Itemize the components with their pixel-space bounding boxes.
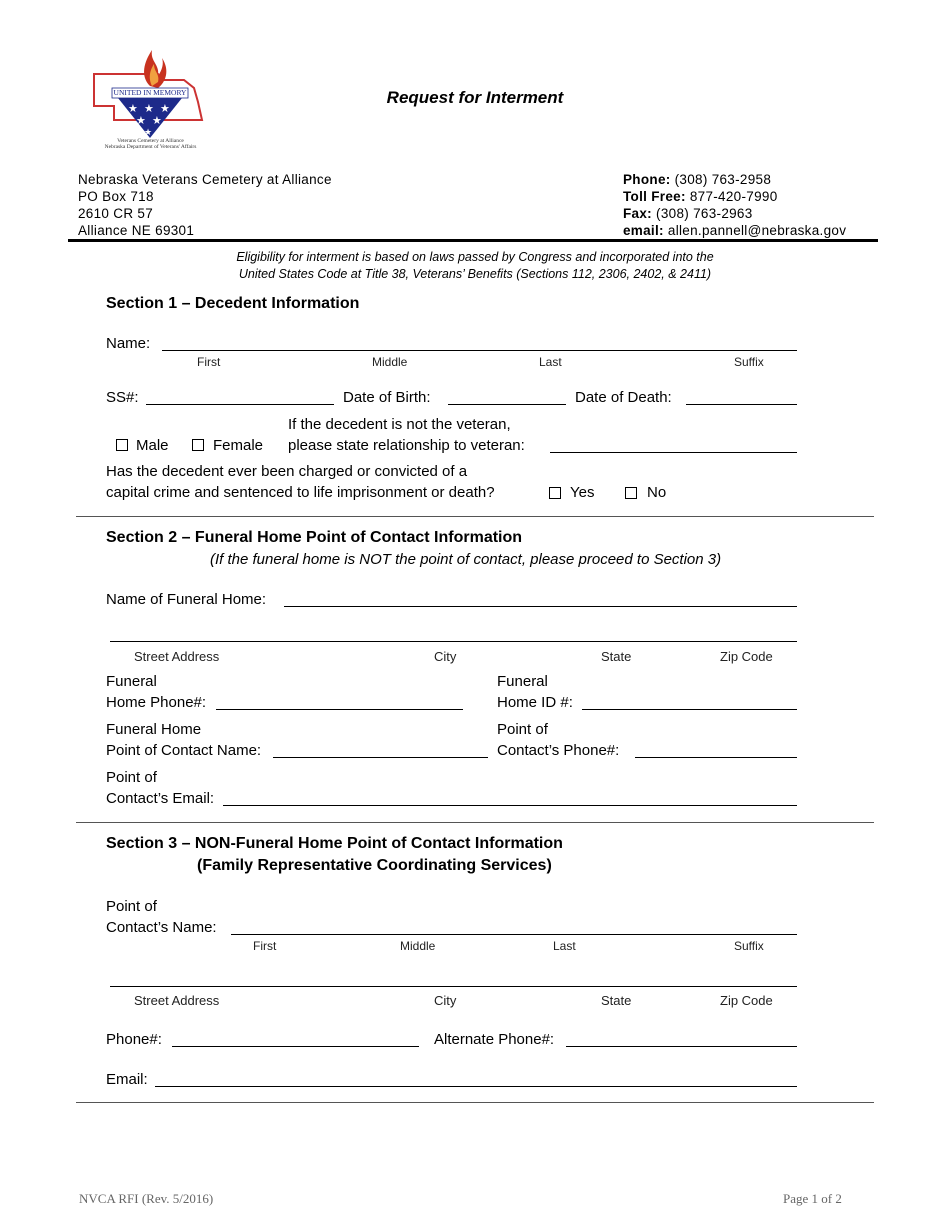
name-sub-first: First — [197, 355, 221, 369]
form-title: Request for Interment — [386, 88, 564, 107]
capital-yes-label: Yes — [570, 484, 595, 501]
funeral-home-name-field[interactable] — [284, 606, 797, 607]
contact-sub-state: State — [601, 993, 632, 1008]
fh-phone-label-2: Home Phone#: — [106, 694, 207, 711]
fh-id-field[interactable] — [582, 709, 797, 710]
contact-name-label-1: Point of — [106, 898, 157, 915]
capital-yes-checkbox[interactable] — [549, 487, 561, 499]
contact-address-field[interactable] — [110, 986, 797, 987]
capital-no-checkbox[interactable] — [625, 487, 637, 499]
phone-value: (308) 763-2958 — [674, 172, 772, 187]
section2-title: Section 2 – Funeral Home Point of Contact Information — [106, 529, 523, 546]
form-id: NVCA RFI (Rev. 5/2016) — [79, 1191, 214, 1206]
address-line-4: Alliance NE 69301 — [78, 223, 195, 238]
section1-title: Section 1 – Decedent Information — [106, 295, 360, 312]
contact-sub-middle: Middle — [400, 939, 436, 953]
header-divider — [68, 239, 878, 242]
svg-text:★: ★ — [144, 128, 153, 138]
contact-phone-field[interactable] — [172, 1046, 419, 1047]
contact-email-label: Email: — [106, 1071, 148, 1088]
contact-sub-last: Last — [553, 939, 576, 953]
svg-text:★: ★ — [144, 102, 154, 115]
eligibility-line-2: United States Code at Title 38, Veterans’ Benefits (Sections 112, 2306, 2402, & 2411) — [238, 267, 712, 281]
poc-phone-label-2: Contact’s Phone#: — [497, 742, 620, 759]
contact-sub-first: First — [253, 939, 277, 953]
relationship-line-2: please state relationship to veteran: — [288, 437, 525, 454]
fh-sub-state: State — [601, 649, 632, 664]
dod-field[interactable] — [686, 404, 797, 405]
svg-text:★: ★ — [160, 102, 170, 115]
male-label: Male — [136, 437, 169, 454]
contact-name-field[interactable] — [231, 934, 797, 935]
section3-title-line-2: (Family Representative Coordinating Services) — [197, 857, 552, 874]
section1-divider — [76, 516, 874, 517]
fh-sub-city: City — [434, 649, 457, 664]
relationship-line-1: If the decedent is not the veteran, — [288, 416, 511, 433]
section3-title-line-1: Section 3 – NON-Funeral Home Point of Contact Information — [106, 835, 563, 852]
page-number: Page 1 of 2 — [783, 1191, 842, 1206]
ss-label: SS#: — [106, 389, 139, 406]
contact-sub-suffix: Suffix — [734, 939, 764, 953]
section3-divider — [76, 1102, 874, 1103]
contact-alt-phone-label: Alternate Phone#: — [434, 1031, 555, 1048]
poc-email-label-2: Contact’s Email: — [106, 790, 215, 807]
dod-label: Date of Death: — [575, 389, 672, 406]
contact-alt-phone-field[interactable] — [566, 1046, 797, 1047]
fh-id-label-2: Home ID #: — [497, 694, 573, 711]
funeral-home-name-label: Name of Funeral Home: — [106, 591, 267, 608]
contact-sub-city: City — [434, 993, 457, 1008]
dob-label: Date of Birth: — [343, 389, 431, 406]
name-sub-suffix: Suffix — [734, 355, 764, 369]
logo-caption-line1: Veterans Cemetery at Alliance — [117, 138, 184, 144]
poc-name-label-2: Point of Contact Name: — [106, 742, 262, 759]
name-sub-last: Last — [539, 355, 562, 369]
capital-no-label: No — [647, 484, 667, 501]
poc-name-field[interactable] — [273, 757, 488, 758]
svg-text:★: ★ — [152, 114, 162, 127]
section2-divider — [76, 822, 874, 823]
dob-field[interactable] — [448, 404, 566, 405]
address-line-1: Nebraska Veterans Cemetery at Alliance — [78, 172, 332, 187]
svg-text:★: ★ — [128, 102, 138, 115]
phone-label: Phone: — [623, 172, 671, 187]
fax-info — [623, 205, 753, 222]
tollfree-value: 877-420-7990 — [689, 189, 778, 204]
relationship-field[interactable] — [550, 452, 797, 453]
poc-email-field[interactable] — [223, 805, 797, 806]
fh-phone-label-1: Funeral — [106, 673, 157, 690]
contact-sub-zip: Zip Code — [720, 993, 773, 1008]
logo-badge-text: UNITED IN MEMORY — [113, 88, 187, 97]
fax-value: (308) 763-2963 — [656, 206, 753, 221]
logo-caption-line2: Nebraska Department of Veterans' Affairs — [104, 144, 197, 150]
name-sub-middle: Middle — [372, 355, 408, 369]
email-value[interactable]: allen.pannell@nebraska.gov — [667, 223, 847, 238]
contact-name-label-2: Contact’s Name: — [106, 919, 217, 936]
tollfree-label: Toll Free: — [623, 189, 686, 204]
male-checkbox[interactable] — [116, 439, 128, 451]
address-line-2: PO Box 718 — [78, 189, 154, 204]
fh-sub-street: Street Address — [134, 649, 220, 664]
poc-phone-label-1: Point of — [497, 721, 548, 738]
tollfree-info — [623, 188, 778, 205]
ss-field[interactable] — [146, 404, 334, 405]
email-label: email: — [623, 223, 664, 238]
svg-text:★: ★ — [136, 114, 146, 127]
contact-sub-street: Street Address — [134, 993, 220, 1008]
poc-phone-field[interactable] — [635, 757, 797, 758]
female-checkbox[interactable] — [192, 439, 204, 451]
poc-name-label-1: Funeral Home — [106, 721, 202, 738]
decedent-name-label: Name: — [106, 335, 151, 352]
email-info — [623, 222, 846, 239]
fh-sub-zip: Zip Code — [720, 649, 773, 664]
phone-info — [623, 171, 771, 188]
decedent-name-field[interactable] — [162, 350, 797, 351]
fh-id-label-1: Funeral — [497, 673, 548, 690]
female-label: Female — [213, 437, 264, 454]
address-line-3: 2610 CR 57 — [78, 206, 154, 221]
funeral-home-address-field[interactable] — [110, 641, 797, 642]
poc-email-label-1: Point of — [106, 769, 157, 786]
section2-subtitle: (If the funeral home is NOT the point of contact, please proceed to Section 3) — [210, 551, 722, 568]
contact-phone-label: Phone#: — [106, 1031, 162, 1048]
fh-phone-field[interactable] — [216, 709, 463, 710]
capital-crime-line-1: Has the decedent ever been charged or convicted of a — [106, 463, 468, 480]
contact-email-field[interactable] — [155, 1086, 797, 1087]
fax-label: Fax: — [623, 206, 652, 221]
eligibility-line-1: Eligibility for interment is based on laws passed by Congress and incorporated into the — [236, 250, 714, 264]
capital-crime-line-2: capital crime and sentenced to life imprisonment or death? — [106, 484, 495, 501]
